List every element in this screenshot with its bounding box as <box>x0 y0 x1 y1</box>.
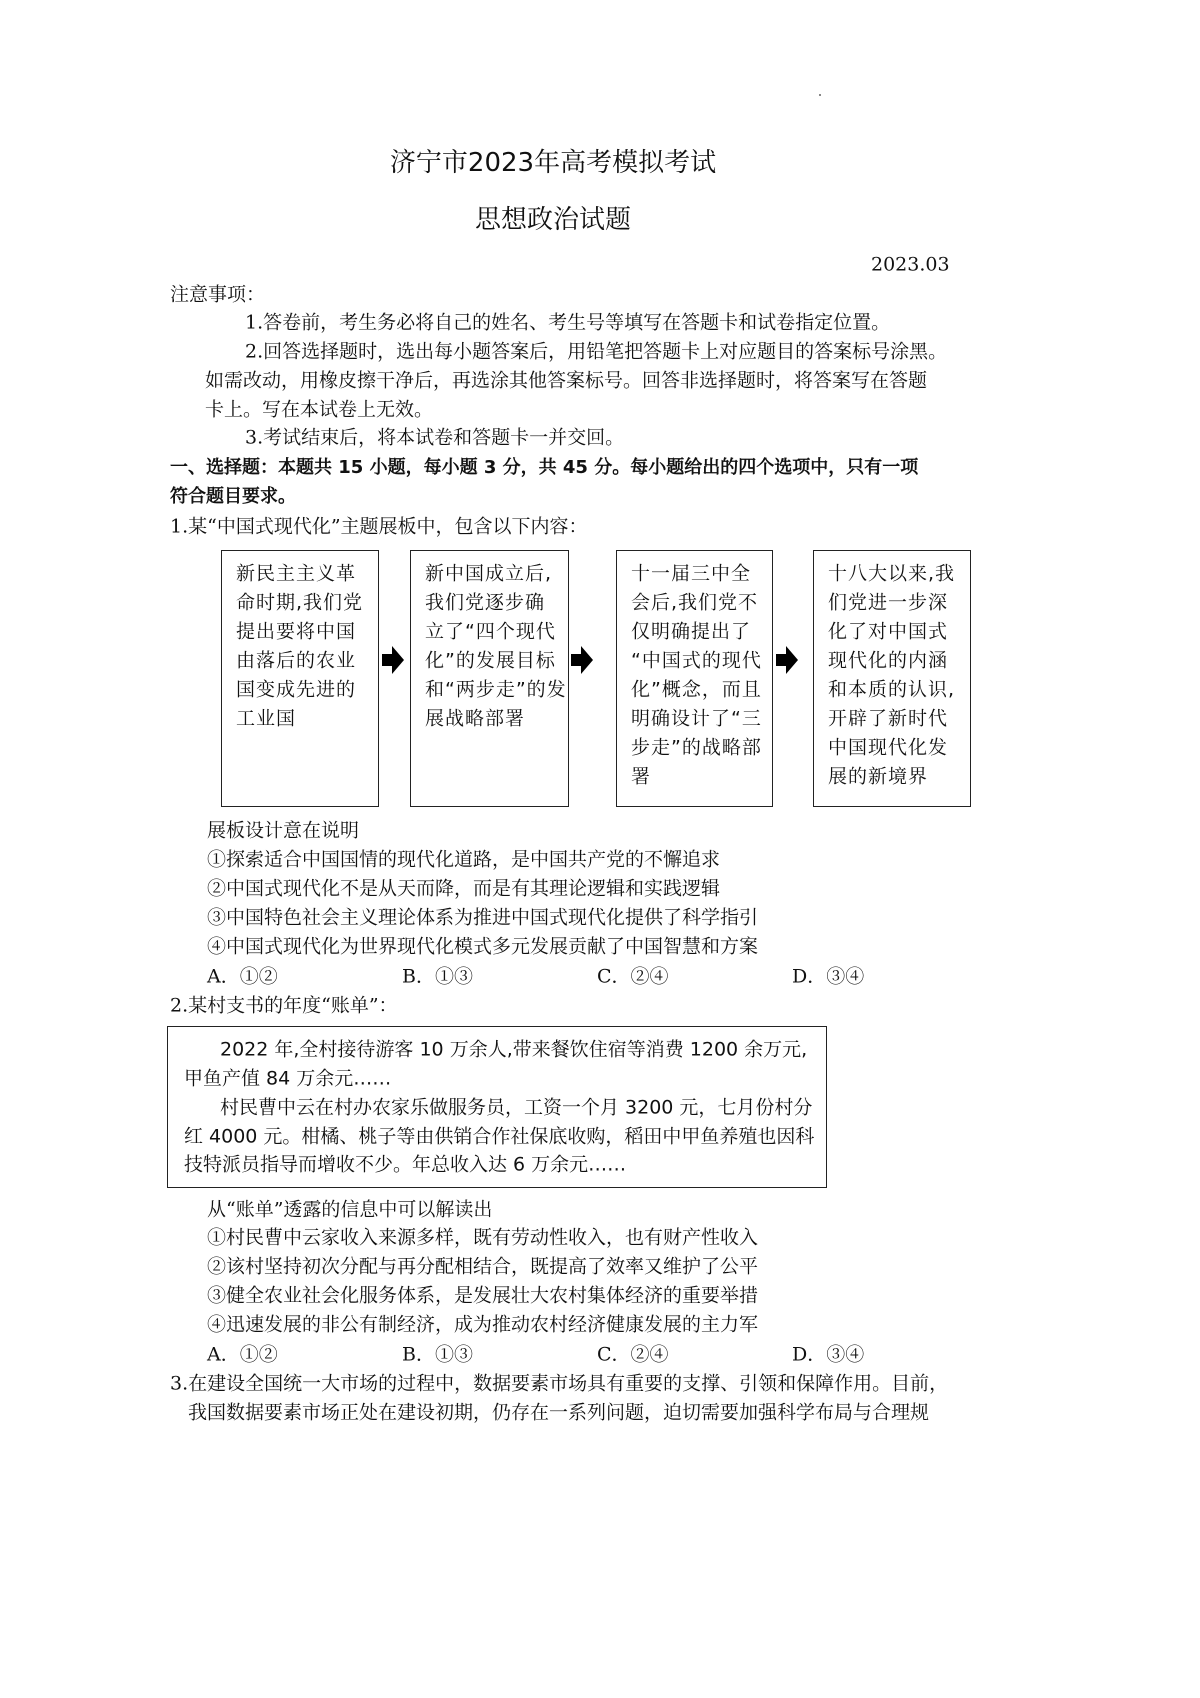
exhibit-line: 国变成先进的 <box>236 678 357 701</box>
exhibit-line: 十八大以来,我 <box>828 562 956 585</box>
answer-choice-a: A．①② <box>207 965 278 988</box>
notice-item: 1.答卷前，考生务必将自己的姓名、考生号等填写在答题卡和试卷指定位置。 <box>245 311 891 334</box>
exam-subject: 思想政治试题 <box>474 205 631 235</box>
exhibit-line: 十一届三中全 <box>631 562 752 585</box>
option-statement: ③中国特色社会主义理论体系为推进中国式现代化提供了科学指引 <box>207 906 759 929</box>
option-statement: ③健全农业社会化服务体系，是发展壮大农村集体经济的重要举措 <box>207 1284 759 1307</box>
bill-line: 技特派员指导而增收不少。年总收入达 6 万余元…… <box>184 1153 627 1176</box>
question-2-prompt: 从“账单”透露的信息中可以解读出 <box>207 1198 493 1221</box>
notice-heading: 注意事项： <box>170 283 266 306</box>
exhibit-line: 我们党逐步确 <box>425 591 546 614</box>
right-arrow-icon <box>382 646 404 674</box>
notice-item: 如需改动，用橡皮擦干净后，再选涂其他答案标号。回答非选择题时，将答案写在答题 <box>205 369 928 392</box>
notice-item: 卡上。写在本试卷上无效。 <box>205 398 434 421</box>
option-statement: ④迅速发展的非公有制经济，成为推动农村经济健康发展的主力军 <box>207 1313 759 1336</box>
answer-choice-d: D．③④ <box>792 1343 865 1366</box>
option-statement: ①探索适合中国国情的现代化道路，是中国共产党的不懈追求 <box>207 848 721 871</box>
exhibit-line: 现代化的内涵 <box>828 649 949 672</box>
exhibit-line: 由落后的农业 <box>236 649 357 672</box>
exhibit-line: 化了对中国式 <box>828 620 949 643</box>
answer-choice-b: B．①③ <box>402 1343 473 1366</box>
exhibit-line: 新民主主义革 <box>236 562 357 585</box>
bill-box <box>167 1026 827 1188</box>
exhibit-line: 开辟了新时代 <box>828 707 949 730</box>
bill-line: 甲鱼产值 84 万余元…… <box>184 1067 392 1090</box>
question-2-stem: 2.某村支书的年度“账单”： <box>170 994 398 1017</box>
notice-item: 2.回答选择题时，选出每小题答案后，用铅笔把答题卡上对应题目的答案标号涂黑。 <box>245 340 948 363</box>
question-1-prompt: 展板设计意在说明 <box>207 819 360 842</box>
question-3-stem: 我国数据要素市场正处在建设初期，仍存在一系列问题，迫切需要加强科学布局与合理规 <box>188 1401 930 1424</box>
exhibit-line: 们党进一步深 <box>828 591 949 614</box>
exhibit-line: 提出要将中国 <box>236 620 357 643</box>
question-1-stem: 1.某“中国式现代化”主题展板中，包含以下内容： <box>170 515 588 538</box>
exhibit-line: 新中国成立后, <box>425 562 553 585</box>
question-3-stem: 3.在建设全国统一大市场的过程中，数据要素市场具有重要的支撑、引领和保障作用。目前， <box>170 1372 949 1395</box>
exhibit-line: 步走”的战略部 <box>631 736 762 759</box>
exhibit-line: 和“两步走”的发 <box>425 678 567 701</box>
exam-title: 济宁市2023年高考模拟考试 <box>389 148 717 178</box>
option-statement: ①村民曹中云家收入来源多样，既有劳动性收入，也有财产性收入 <box>207 1226 759 1249</box>
option-statement: ②该村坚持初次分配与再分配相结合，既提高了效率又维护了公平 <box>207 1255 759 1278</box>
answer-choice-a: A．①② <box>207 1343 278 1366</box>
answer-choice-c: C．②④ <box>597 1343 669 1366</box>
bill-line: 村民曹中云在村办农家乐做服务员，工资一个月 3200 元，七月份村分 <box>220 1096 813 1119</box>
exhibit-line: “中国式的现代 <box>631 649 762 672</box>
notice-item: 3.考试结束后，将本试卷和答题卡一并交回。 <box>245 426 625 449</box>
section-heading: 符合题目要求。 <box>170 486 296 507</box>
bill-line: 2022 年,全村接待游客 10 万余人,带来餐饮住宿等消费 1200 余万元, <box>220 1038 808 1061</box>
exhibit-line: 化”概念，而且 <box>631 678 762 701</box>
right-arrow-icon <box>776 646 798 674</box>
exhibit-line: 仅明确提出了 <box>631 620 752 643</box>
option-statement: ④中国式现代化为世界现代化模式多元发展贡献了中国智慧和方案 <box>207 935 759 958</box>
exam-date: 2023.03 <box>871 253 950 276</box>
exhibit-line: 中国现代化发 <box>828 736 949 759</box>
bill-line: 红 4000 元。柑橘、桃子等由供销合作社保底收购，稻田中甲鱼养殖也因科 <box>184 1125 815 1148</box>
exhibit-line: 工业国 <box>236 707 297 730</box>
exhibit-line: 展的新境界 <box>828 765 929 788</box>
exhibit-box-1 <box>221 550 379 807</box>
right-arrow-icon <box>571 646 593 674</box>
exhibit-box-2 <box>410 550 569 807</box>
answer-choice-c: C．②④ <box>597 965 669 988</box>
answer-choice-d: D．③④ <box>792 965 865 988</box>
exhibit-line: 和本质的认识, <box>828 678 956 701</box>
exhibit-line: 明确设计了“三 <box>631 707 762 730</box>
scan-dot <box>819 94 821 96</box>
exhibit-line: 化”的发展目标 <box>425 649 556 672</box>
exhibit-line: 会后,我们党不 <box>631 591 759 614</box>
exhibit-line: 展战略部署 <box>425 707 526 730</box>
exhibit-line: 立了“四个现代 <box>425 620 556 643</box>
exhibit-line: 命时期,我们党 <box>236 591 364 614</box>
exhibit-box-4 <box>813 550 971 807</box>
option-statement: ②中国式现代化不是从天而降，而是有其理论逻辑和实践逻辑 <box>207 877 721 900</box>
section-heading: 一、选择题：本题共 15 小题，每小题 3 分，共 45 分。每小题给出的四个选项中，只有一项 <box>170 457 919 478</box>
exhibit-box-3 <box>616 550 773 807</box>
exhibit-line: 署 <box>631 765 652 788</box>
answer-choice-b: B．①③ <box>402 965 473 988</box>
